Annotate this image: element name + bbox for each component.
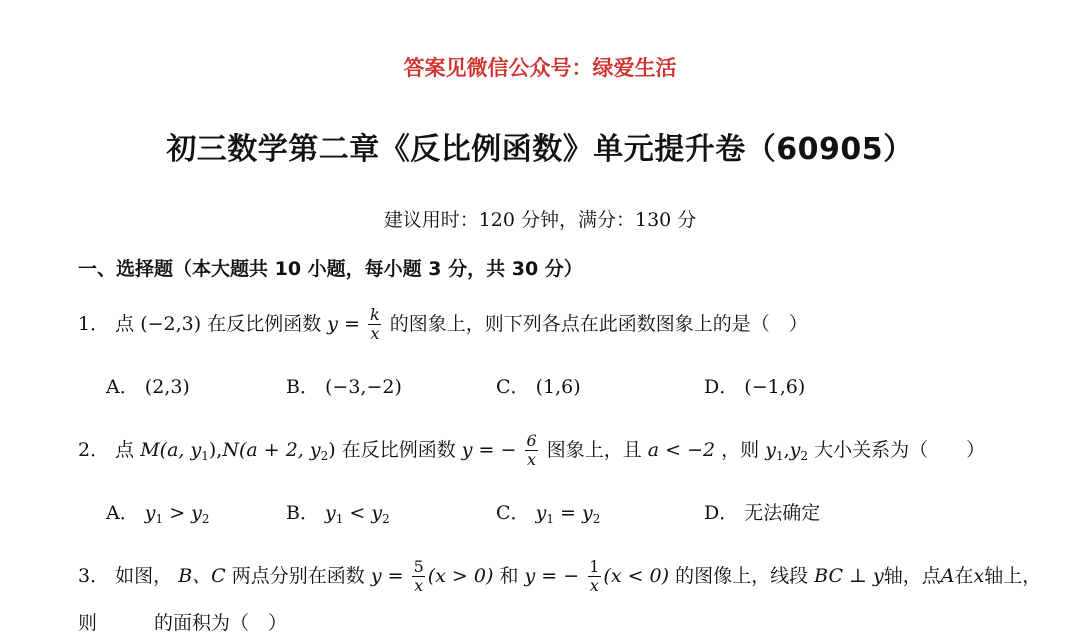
question-text: 两点分别在函数: [231, 564, 365, 587]
question-text: 轴上，: [984, 564, 1042, 587]
point-label: A: [940, 564, 955, 587]
question-text: 的图像上，线段: [675, 564, 809, 587]
subscript: 1: [155, 512, 164, 526]
operator: <: [343, 502, 372, 524]
page-subtitle: 建议用时：120 分钟，满分：130 分: [383, 209, 697, 231]
domain: (x < 0): [603, 564, 670, 587]
question-1: [78, 306, 808, 344]
axis-label: y: [872, 564, 884, 587]
variable: y: [191, 502, 202, 524]
option-letter: C．: [496, 502, 530, 524]
question-text: 和: [499, 564, 519, 587]
equation-lhs: y = −: [461, 438, 517, 461]
point-coordinate: (−2,3): [140, 312, 202, 335]
point-label: N: [222, 438, 239, 461]
question-number: 1．: [78, 312, 110, 335]
option-2d[interactable]: [704, 498, 820, 525]
question-text: 大小关系为（ ）: [814, 438, 986, 461]
option-text: (1,6): [535, 376, 581, 398]
subscript: 2: [320, 448, 329, 463]
point-labels: B、C: [178, 564, 226, 587]
operator: >: [163, 502, 192, 524]
question-text: 在反比例函数: [207, 312, 322, 335]
option-letter: B．: [286, 376, 319, 398]
question-text: 轴，点: [883, 564, 941, 587]
option-2b[interactable]: [286, 498, 390, 526]
variable: y: [765, 438, 776, 461]
question-text: 图象上，且: [546, 438, 642, 461]
question-number: 3．: [78, 564, 110, 587]
option-letter: C．: [496, 376, 530, 398]
option-letter: D．: [704, 376, 739, 398]
cut-off-line: 则 的面积为（ ）: [78, 612, 288, 634]
segment-label: BC: [814, 564, 844, 587]
equation-lhs: y = −: [524, 564, 580, 587]
denominator: x: [370, 324, 380, 344]
question-text: 如图，: [115, 564, 173, 587]
option-text: (2,3): [144, 376, 190, 398]
option-1b[interactable]: [286, 372, 402, 399]
option-text: 无法确定: [744, 502, 821, 524]
subscript: 1: [546, 512, 554, 526]
question-text: 点: [115, 438, 135, 461]
variable: y: [535, 502, 547, 524]
denominator: x: [527, 450, 537, 470]
equation-lhs: y =: [370, 564, 404, 587]
option-letter: B．: [286, 502, 319, 524]
axis-label: x: [973, 564, 985, 587]
point-args: ): [328, 438, 336, 461]
option-1a[interactable]: [106, 372, 190, 399]
variable: y: [144, 502, 156, 524]
question-text: 的图象上，则下列各点在此函数图象上的是（ ）: [389, 312, 808, 335]
option-2c[interactable]: [496, 498, 600, 526]
subscript: 1: [335, 512, 344, 526]
option-text: (−3,−2): [325, 376, 402, 398]
subscript: 2: [800, 448, 809, 463]
option-2a[interactable]: [106, 498, 210, 526]
point-args: (a + 2, y: [238, 438, 321, 461]
question-number: 2．: [78, 438, 110, 461]
point-label: M: [140, 438, 160, 461]
variable: y: [325, 502, 336, 524]
option-letter: D．: [704, 502, 739, 524]
fraction: [368, 306, 382, 344]
point-args: ),: [208, 438, 223, 461]
subscript: 2: [201, 512, 210, 526]
page-title: 初三数学第二章《反比例函数》单元提升卷（60905）: [166, 132, 914, 167]
operator: =: [553, 502, 582, 524]
numerator: k: [370, 305, 380, 324]
denominator: x: [589, 576, 599, 596]
equation-lhs: y =: [327, 312, 360, 335]
option-letter: A．: [106, 376, 139, 398]
numerator: 5: [413, 557, 424, 576]
numerator: 1: [589, 557, 600, 576]
denominator: x: [414, 576, 424, 596]
question-text: 点: [115, 312, 135, 335]
option-1d[interactable]: [704, 372, 805, 399]
watermark-banner: 答案见微信公众号：绿爱生活: [403, 56, 677, 80]
fraction: [412, 558, 426, 596]
section-heading: 一、选择题（本大题共 10 小题，每小题 3 分，共 30 分）: [78, 258, 583, 280]
variable: y: [789, 438, 801, 461]
numerator: 6: [526, 431, 537, 450]
fraction: [587, 558, 601, 596]
subscript: 2: [592, 512, 601, 526]
option-1c[interactable]: [496, 372, 581, 399]
question-text: 在反比例函数: [341, 438, 456, 461]
domain: (x > 0): [427, 564, 494, 587]
question-text: ，则: [721, 438, 760, 461]
subscript: 1: [775, 448, 784, 463]
subscript: 2: [382, 512, 390, 526]
subscript: 1: [201, 448, 209, 463]
fraction: [524, 432, 538, 470]
question-text: 在: [954, 564, 974, 587]
option-letter: A．: [106, 502, 139, 524]
perp-symbol: ⊥: [843, 564, 873, 587]
variable: y: [581, 502, 593, 524]
variable: y: [371, 502, 383, 524]
separator: ,: [783, 438, 790, 461]
condition: a < −2: [647, 438, 716, 461]
option-text: (−1,6): [744, 376, 806, 398]
question-3: [78, 558, 1041, 596]
question-2: [78, 432, 985, 470]
point-args: (a, y: [159, 438, 202, 461]
